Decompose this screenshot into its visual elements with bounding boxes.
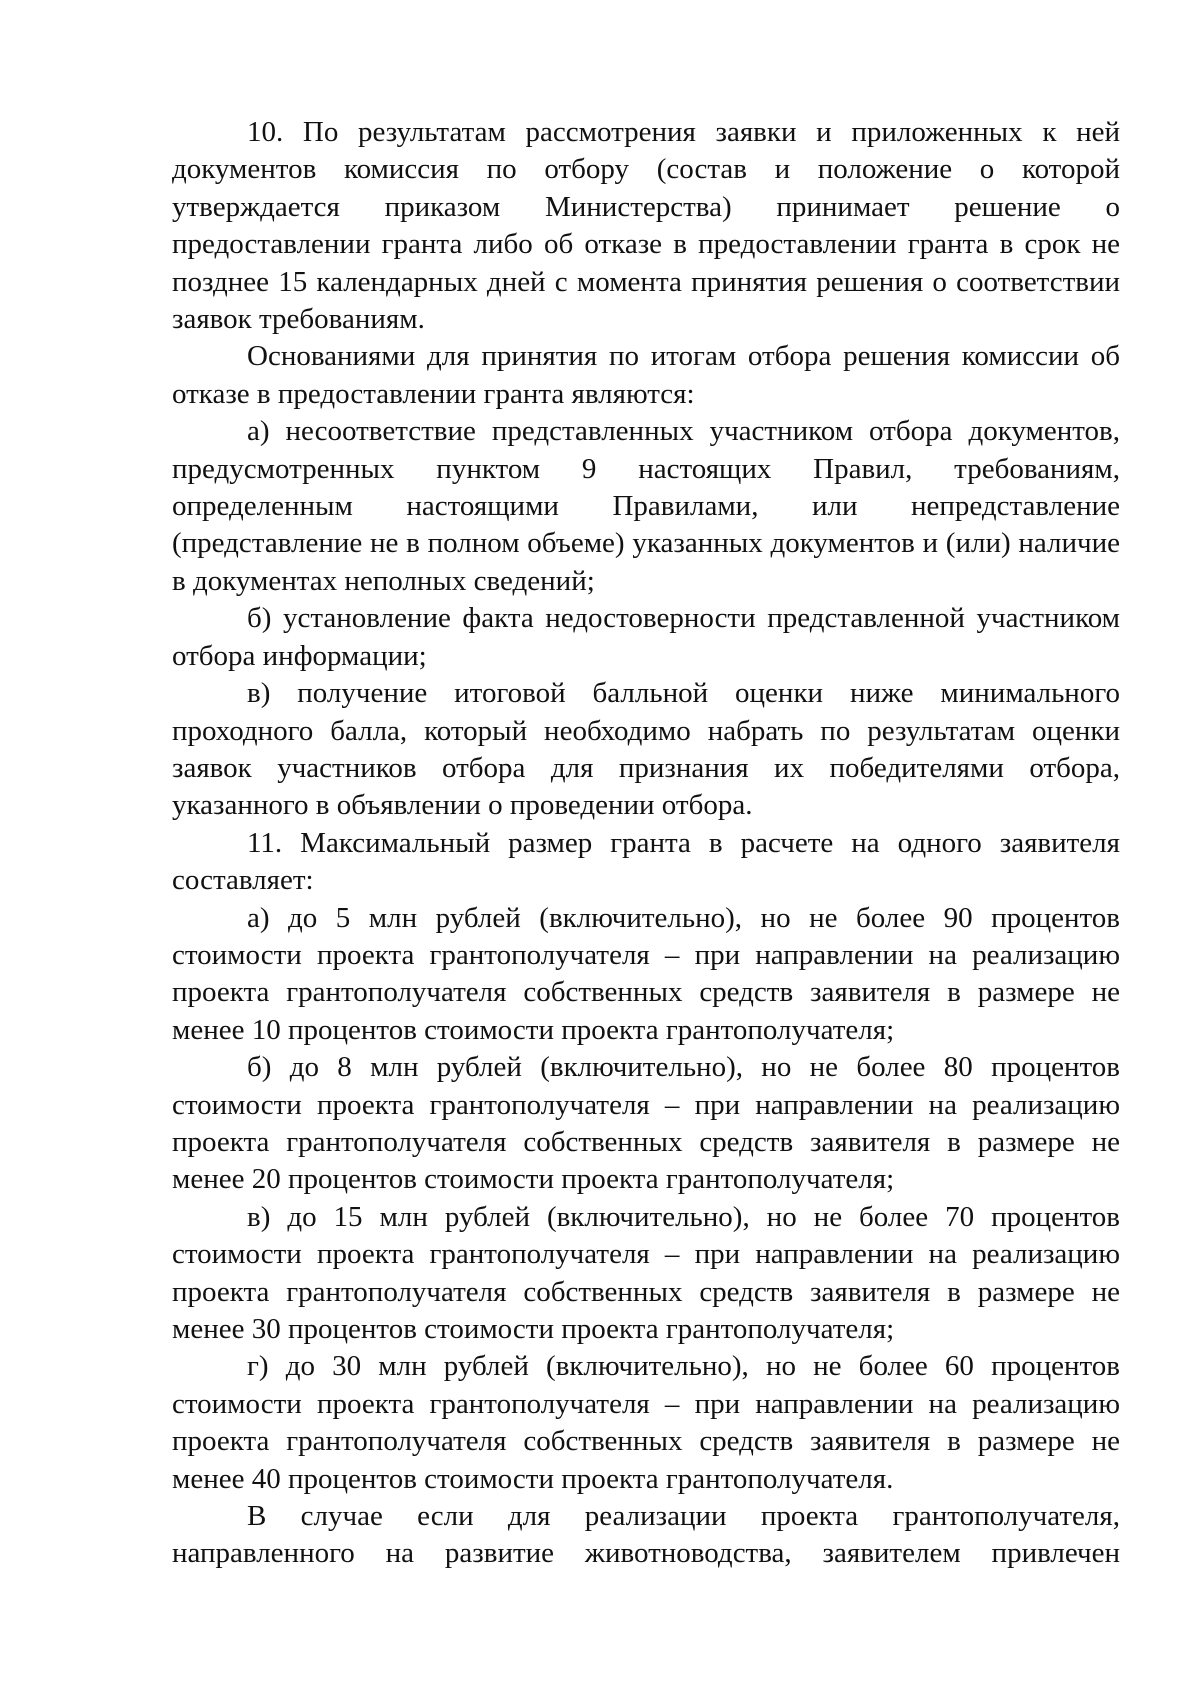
paragraph-grant-g: г) до 30 млн рублей (включительно), но не более 60 процентов стоимости проекта грантополучателя – при направлении на реализацию проекта грантополучателя собственных средств заявителя в размере не менее 40 процентов стоимости проекта грантополучателя. (172, 1350, 1120, 1495)
paragraph-10-commission-decision: 10. По результатам рассмотрения заявки и приложенных к ней документов комиссия по отбору (состав и положение о которой утверждается приказом Министерства) принимает решение о предоставлении гранта либо об отказе в предоставлении гранта в срок не позднее 15 календарных дней с момента принятия решения о соответствии заявок требованиям. (172, 116, 1120, 336)
paragraph-grant-b: б) до 8 млн рублей (включительно), но не более 80 процентов стоимости проекта грантополучателя – при направлении на реализацию проекта грантополучателя собственных средств заявителя в размере не менее 20 процентов стоимости проекта грантополучателя; (172, 1051, 1120, 1196)
paragraph-ground-a: а) несоответствие представленных участником отбора документов, предусмотренных пунктом 9 настоящих Правил, требованиям, определенным настоящими Правилами, или непредставление (представление не в полном объеме) указанных документов и (или) наличие в документах неполных сведений; (172, 415, 1120, 597)
paragraph-ground-b: б) установление факта недостоверности представленной участником отбора информации; (172, 602, 1120, 672)
paragraph-11-max-grant: 11. Максимальный размер гранта в расчете на одного заявителя составляет: (172, 826, 1120, 897)
paragraph-grant-v: в) до 15 млн рублей (включительно), но не более 70 процентов стоимости проекта грантополучателя – при направлении на реализацию проекта грантополучателя собственных средств заявителя в размере не менее 30 процентов стоимости проекта грантополучателя; (172, 1200, 1120, 1345)
paragraph-livestock-case: В случае если для реализации проекта грантополучателя, направленного на развитие животноводства, заявителем привлечен (172, 1500, 1120, 1570)
paragraph-ground-v: в) получение итоговой балльной оценки ниже минимального проходного балла, который необходимо набрать по результатам оценки заявок участников отбора для признания их победителями отбора, указанного в объявлении о проведении отбора. (172, 677, 1120, 822)
paragraph-refusal-grounds: Основаниями для принятия по итогам отбора решения комиссии об отказе в предоставлении гранта являются: (172, 340, 1120, 410)
document-page (172, 114, 1120, 1573)
paragraph-grant-a: а) до 5 млн рублей (включительно), но не более 90 процентов стоимости проекта грантополучателя – при направлении на реализацию проекта грантополучателя собственных средств заявителя в размере не менее 10 процентов стоимости проекта грантополучателя; (172, 901, 1120, 1046)
